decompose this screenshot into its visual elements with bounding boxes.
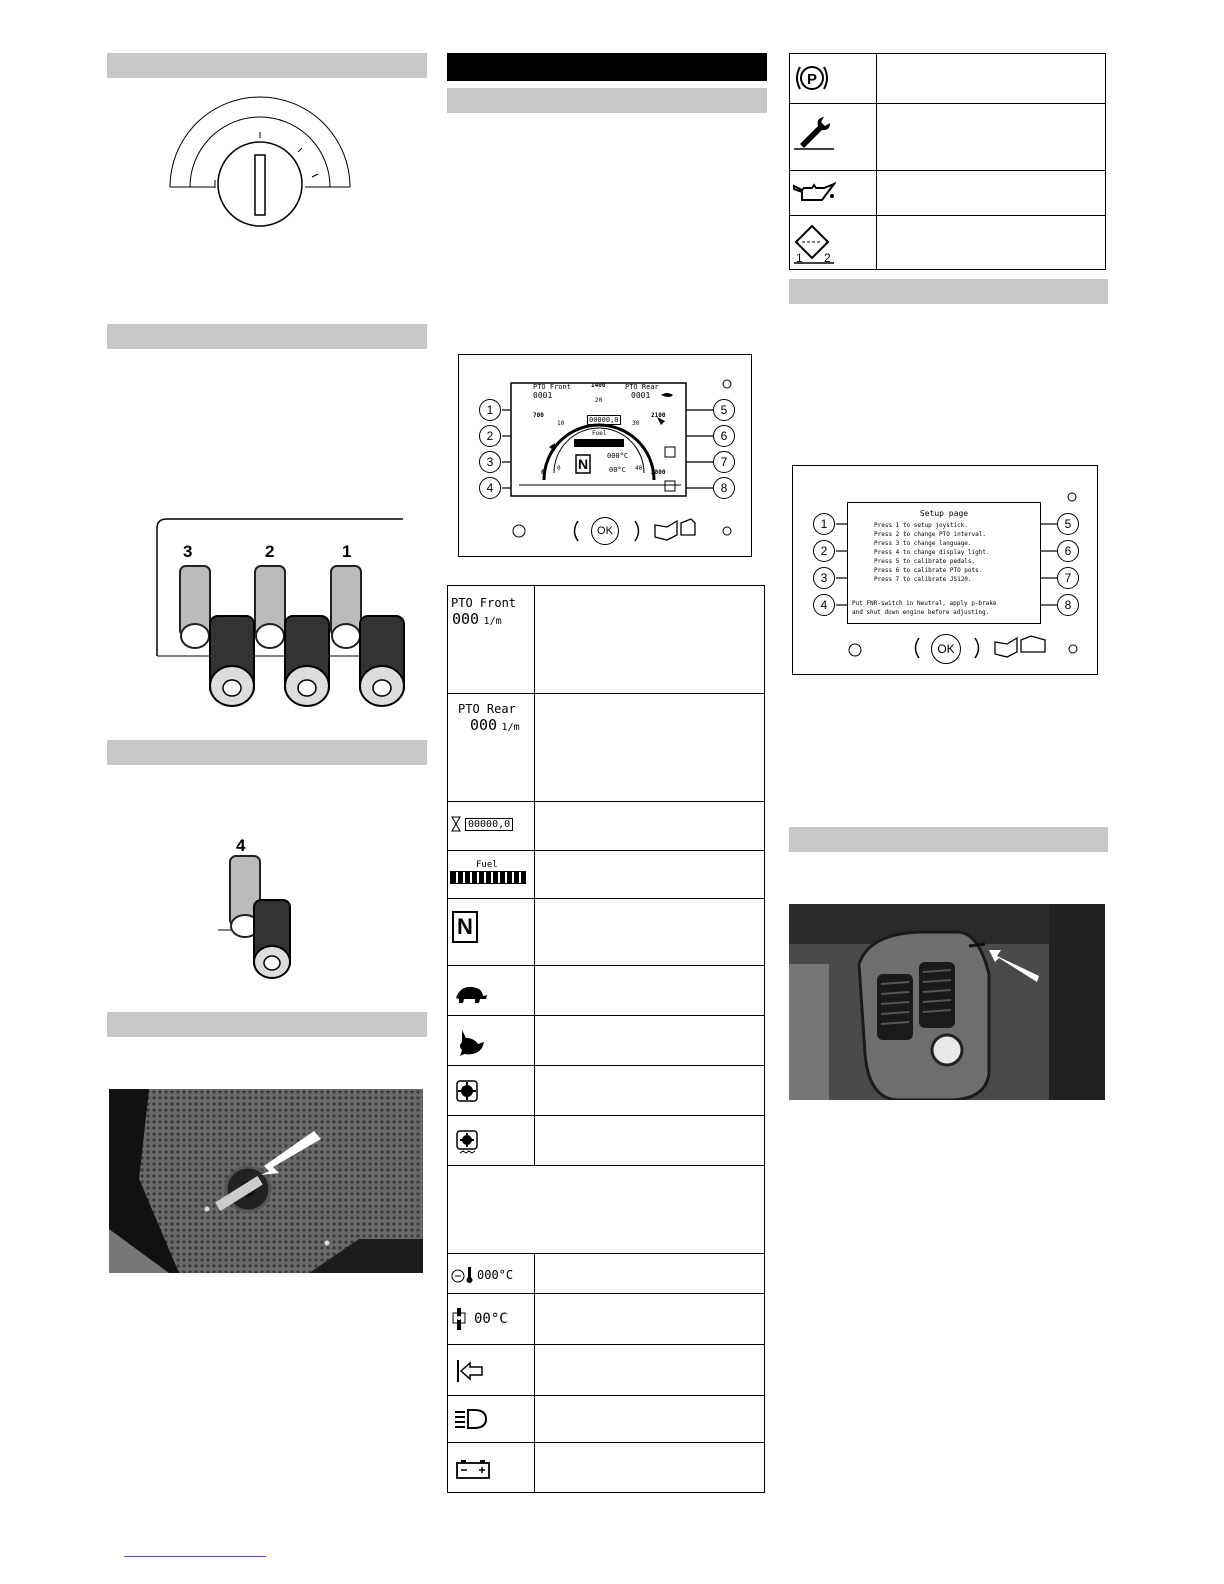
legend-description-cell <box>535 966 765 1016</box>
speed-tick-30: 30 <box>632 420 640 427</box>
legend-fuel-label: Fuel <box>476 860 498 870</box>
setup-line-5: Press 5 to calibrate pedals. <box>874 558 976 565</box>
filter-number-1: 1 <box>796 251 803 264</box>
legend-left-indicator-symbol <box>448 1345 535 1396</box>
legend-pto-front-value: 000 <box>452 610 480 628</box>
display-fuel-label: Fuel <box>592 430 607 437</box>
coupler-number-4: 4 <box>236 836 246 855</box>
setup-button-7[interactable]: 7 <box>1057 567 1079 589</box>
section-header-bar <box>107 740 427 765</box>
display-button-6[interactable]: 6 <box>713 425 735 447</box>
section-header-bar <box>447 88 767 113</box>
battery-charge-icon <box>456 1458 490 1480</box>
section-title-bar <box>447 53 767 81</box>
legend-pto-rear-readout <box>470 716 534 735</box>
setup-line-4: Press 4 to change display light. <box>874 549 990 556</box>
high-beam-icon <box>454 1408 488 1430</box>
legend-pto-front-readout <box>452 610 534 629</box>
legend-pto-front-unit: 1/m <box>483 616 502 627</box>
parking-brake-symbol-cell <box>790 54 877 104</box>
warning-description-cell <box>877 104 1106 171</box>
coupler-number-1: 1 <box>342 542 352 561</box>
legend-pto-rear-value: 000 <box>470 716 498 734</box>
display-symbol-legend-table <box>447 585 765 1493</box>
service-symbol-cell <box>790 104 877 171</box>
legend-hour-meter-symbol <box>448 802 535 851</box>
legend-description-cell <box>535 851 765 899</box>
speed-tick-20: 20 <box>595 397 603 404</box>
display-engine-temp: 000°C <box>607 452 629 460</box>
setup-button-3[interactable]: 3 <box>813 567 835 589</box>
legend-description-cell <box>535 1254 765 1294</box>
legend-description-cell <box>535 1066 765 1116</box>
warning-symbol-table <box>789 53 1106 270</box>
coupler-number-2: 2 <box>265 542 275 561</box>
setup-button-5[interactable]: 5 <box>1057 513 1079 535</box>
legend-description-cell <box>535 1116 765 1166</box>
legend-description-cell <box>535 1345 765 1396</box>
setup-line-3: Press 3 to change language. <box>874 540 972 547</box>
footer-link-underline[interactable] <box>124 1556 266 1557</box>
setup-button-4[interactable]: 4 <box>813 594 835 616</box>
legend-fast-speed-symbol <box>448 1016 535 1066</box>
legend-fuel-symbol <box>448 851 535 899</box>
display-hour-meter: 00000,0 <box>589 416 619 424</box>
instrument-display-diagram <box>458 354 752 557</box>
setup-ok-button[interactable]: OK <box>931 634 961 664</box>
parking-brake-icon <box>794 63 830 93</box>
rpm-tick-1400: 1400 <box>591 382 606 389</box>
setup-button-8[interactable]: 8 <box>1057 594 1079 616</box>
legend-description-cell <box>535 1016 765 1066</box>
display-pto-rear-label: PTO Rear <box>625 383 659 391</box>
legend-pto-front-engaged-symbol <box>448 1066 535 1116</box>
setup-footer-2: and shut down engine before adjusting. <box>852 609 990 616</box>
display-pto-front-value: 0001 <box>533 391 553 400</box>
warning-description-cell <box>877 171 1106 216</box>
setup-line-2: Press 2 to change PTO interval. <box>874 531 986 538</box>
legend-pto-front-label: PTO Front <box>451 596 517 610</box>
setup-button-6[interactable]: 6 <box>1057 540 1079 562</box>
legend-description-cell <box>535 1294 765 1345</box>
oil-can-icon <box>792 180 836 206</box>
display-neutral-indicator: N <box>578 456 589 472</box>
fuel-gauge-icon <box>450 871 526 884</box>
speed-tick-10: 10 <box>557 420 565 427</box>
legend-description-cell <box>535 694 765 802</box>
hydraulic-coupler-4-photo <box>218 836 298 981</box>
coupler-number-3: 3 <box>183 542 193 561</box>
setup-footer-1: Put FNR-switch in Neutral, apply p-brake <box>852 600 997 607</box>
filter-diamond-icon <box>794 224 834 264</box>
hydraulic-filter-symbol-cell <box>790 216 877 270</box>
setup-button-2[interactable]: 2 <box>813 540 835 562</box>
legend-description-cell <box>535 802 765 851</box>
legend-slow-speed-symbol <box>448 966 535 1016</box>
warning-description-cell <box>877 54 1106 104</box>
legend-description-cell <box>535 899 765 966</box>
display-button-1[interactable]: 1 <box>479 399 501 421</box>
wrench-icon <box>794 114 834 150</box>
speed-tick-0: 0 <box>557 465 561 472</box>
oil-pressure-symbol-cell <box>790 171 877 216</box>
display-pto-rear-value: 0001 <box>631 391 651 400</box>
turtle-icon <box>452 984 488 1004</box>
hydraulic-couplers-photo <box>145 516 405 712</box>
oil-temperature-icon <box>452 1308 466 1330</box>
legend-oil-temp-value: 00°C <box>474 1311 508 1327</box>
legend-neutral-value: N <box>452 911 478 943</box>
section-header-bar <box>789 827 1108 852</box>
setup-line-1: Press 1 to setup joystick. <box>874 522 968 529</box>
legend-description-cell <box>535 1396 765 1443</box>
rpm-tick-0: 0 <box>541 469 545 476</box>
legend-oil-temp-symbol <box>448 1294 535 1345</box>
display-button-5[interactable]: 5 <box>713 399 735 421</box>
legend-pto-rear-symbol <box>448 694 535 802</box>
section-header-bar <box>789 279 1108 304</box>
pto-engaged-icon <box>456 1080 478 1102</box>
battery-disconnect-switch-photo <box>109 1089 423 1273</box>
rpm-tick-2100: 2100 <box>651 412 666 419</box>
hourglass-icon <box>451 816 461 832</box>
legend-neutral-symbol <box>448 899 535 966</box>
legend-pto-rear-engaged-symbol <box>448 1116 535 1166</box>
display-button-4[interactable]: 4 <box>479 477 501 499</box>
setup-page-display-diagram <box>792 465 1098 675</box>
display-button-3[interactable]: 3 <box>479 451 501 473</box>
legend-note-cell <box>448 1166 765 1254</box>
section-header-bar <box>107 53 427 78</box>
legend-engine-temp-value: 000°C <box>477 1268 514 1282</box>
filter-number-2: 2 <box>824 251 831 264</box>
legend-hour-meter-value: 00000,0 <box>465 818 513 831</box>
section-header-bar <box>107 1012 427 1037</box>
rpm-tick-2800: 2800 <box>651 469 666 476</box>
section-header-bar <box>107 324 427 349</box>
legend-description-cell <box>535 1443 765 1493</box>
pto-rear-engaged-icon <box>456 1130 478 1156</box>
setup-page-title: Setup page <box>919 509 969 518</box>
setup-button-1[interactable]: 1 <box>813 513 835 535</box>
parking-brake-letter: P <box>806 71 818 88</box>
legend-engine-temp-symbol <box>448 1254 535 1294</box>
joystick-photo <box>789 904 1105 1100</box>
legend-battery-symbol <box>448 1443 535 1493</box>
display-button-8[interactable]: 8 <box>713 477 735 499</box>
display-button-7[interactable]: 7 <box>713 451 735 473</box>
legend-pto-rear-label: PTO Rear <box>458 702 516 716</box>
warning-description-cell <box>877 216 1106 270</box>
legend-pto-rear-unit: 1/m <box>501 722 520 733</box>
legend-pto-front-symbol <box>448 586 535 694</box>
ignition-switch-illustration <box>160 92 360 232</box>
display-pto-front-label: PTO Front <box>533 383 571 391</box>
rpm-tick-700: 700 <box>533 412 544 419</box>
display-ok-button[interactable]: OK <box>591 517 619 545</box>
turn-left-arrow-icon <box>456 1359 484 1383</box>
setup-line-6: Press 6 to calibrate PTO pots. <box>874 567 983 574</box>
display-oil-temp: 00°C <box>609 466 626 474</box>
legend-headlight-symbol <box>448 1396 535 1443</box>
legend-description-cell <box>535 586 765 694</box>
setup-line-7: Press 7 to calibrate JS120. <box>874 576 972 583</box>
speed-tick-40: 40 <box>635 465 643 472</box>
display-button-2[interactable]: 2 <box>479 425 501 447</box>
rabbit-icon <box>456 1028 486 1058</box>
coolant-temperature-icon <box>450 1266 476 1284</box>
